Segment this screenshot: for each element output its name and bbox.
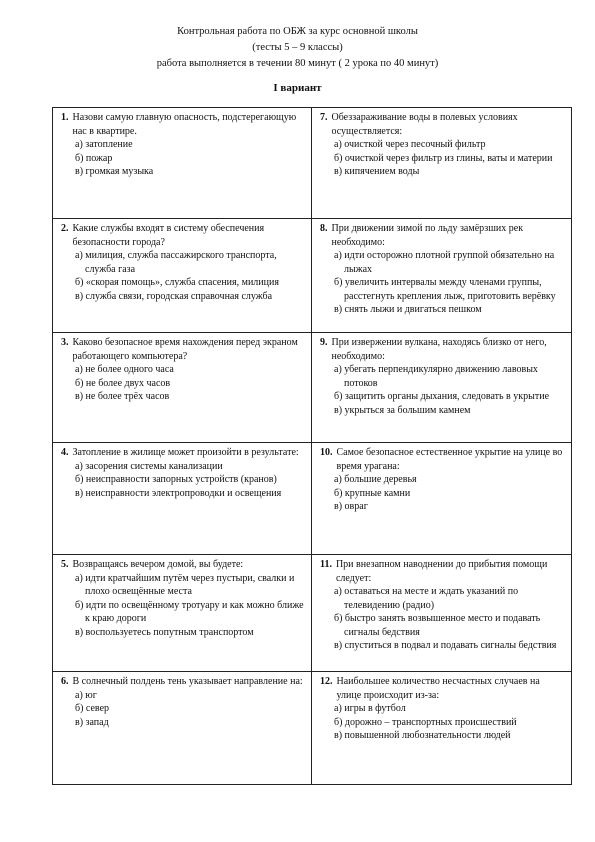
question-text: Наибольшее количество несчастных случаев на улице происходит из-за: — [336, 676, 540, 701]
question-number: 2. — [61, 223, 69, 234]
answer-option — [61, 716, 305, 730]
answer-option — [61, 460, 305, 474]
answer-option — [61, 572, 305, 599]
answer-option-text: в) спуститься в подвал и подавать сигналы бедствия — [334, 640, 557, 651]
answer-option — [61, 390, 305, 404]
answer-option-text: б) неисправности запорных устройств (кранов) — [75, 474, 277, 485]
question-row — [53, 555, 572, 672]
question-text: Возвращаясь вечером домой, вы будете: — [72, 559, 244, 570]
answer-option-text: а) идти кратчайшим путём через пустыри, свалки и плохо освещённые места — [75, 572, 295, 597]
question-heading — [320, 336, 565, 363]
answer-option — [61, 689, 305, 703]
question-heading — [61, 446, 305, 460]
question-text: Каково безопасное время нахождения перед экраном работающего компьютера? — [72, 337, 298, 362]
question-heading — [61, 675, 305, 689]
question-heading — [61, 336, 305, 363]
answer-option-text: в) не более трёх часов — [75, 391, 170, 402]
question-cell — [312, 219, 572, 333]
answer-option — [61, 702, 305, 716]
answer-option — [61, 290, 305, 304]
answer-option — [320, 152, 565, 166]
question-cell — [312, 555, 572, 672]
answer-option-text: б) не более двух часов — [75, 377, 171, 389]
answer-option-text: а) милиция, служба пассажирского транспорта, служба газа — [75, 250, 277, 275]
question-cell — [53, 555, 312, 672]
answer-option-text: а) затопление — [75, 139, 133, 150]
answer-option — [61, 377, 305, 391]
answer-option-text: а) убегать перпендикулярно движению лавовых потоков — [334, 364, 538, 389]
answer-option — [61, 152, 305, 166]
question-number: 11. — [320, 559, 332, 570]
answer-option — [320, 404, 565, 418]
answer-option-text: в) служба связи, городская справочная служба — [75, 290, 273, 302]
question-heading — [61, 558, 305, 572]
answer-option-text: в) укрыться за большим камнем — [334, 404, 471, 416]
question-text: В солнечный полдень тень указывает направление на: — [72, 676, 303, 687]
answer-option — [320, 639, 565, 653]
question-row — [53, 443, 572, 555]
answer-option-text: в) запад — [75, 716, 109, 728]
variant-title: I вариант — [273, 82, 322, 94]
answer-option-text: а) не более одного часа — [75, 364, 174, 375]
question-number: 7. — [320, 112, 328, 123]
answer-option — [320, 276, 565, 303]
question-number: 8. — [320, 223, 328, 234]
answer-option — [320, 390, 565, 404]
question-heading — [61, 222, 305, 249]
page-header — [0, 24, 595, 72]
answer-option-text: б) быстро занять возвышенное место и подавать сигналы бедствия — [334, 613, 541, 638]
answer-option-text: а) идти осторожно плотной группой обязательно на лыжах — [334, 250, 555, 275]
question-row — [53, 333, 572, 443]
question-number: 5. — [61, 559, 69, 570]
question-heading — [320, 558, 565, 585]
question-heading — [61, 111, 305, 138]
answer-option-text: а) засорения системы канализации — [75, 460, 223, 472]
answer-option-text: а) очисткой через песочный фильтр — [334, 139, 486, 150]
question-text: Обеззараживание воды в полевых условиях осуществляется: — [331, 112, 518, 137]
answer-option — [320, 612, 565, 639]
question-text: Затопление в жилище может произойти в результате: — [72, 447, 299, 458]
question-cell — [312, 108, 572, 219]
question-text: При внезапном наводнении до прибытия помощи следует: — [335, 559, 548, 584]
answer-option — [320, 363, 565, 390]
answer-option-text: в) кипячением воды — [334, 166, 420, 177]
question-text: Какие службы входят в систему обеспечения безопасности города? — [72, 223, 265, 248]
question-row — [53, 672, 572, 785]
question-row — [53, 108, 572, 219]
question-heading — [320, 111, 565, 138]
questions-table — [52, 107, 572, 785]
question-cell — [53, 443, 312, 555]
answer-option — [320, 303, 565, 317]
answer-option — [320, 585, 565, 612]
question-text: Самое безопасное естественное укрытие на улице во время урагана: — [336, 447, 563, 472]
answer-option — [61, 249, 305, 276]
answer-option-text: в) повышенной любознательности людей — [334, 730, 511, 741]
question-number: 4. — [61, 447, 69, 458]
answer-option-text: б) дорожно – транспортных происшествий — [334, 716, 517, 728]
answer-option — [320, 249, 565, 276]
answer-option-text: а) оставаться на месте и ждать указаний по телевидению (радио) — [334, 586, 519, 611]
question-number: 10. — [320, 447, 333, 458]
answer-option-text: б) пожар — [75, 152, 113, 164]
answer-option-text: б) идти по освещённому тротуару и как можно ближе к краю дороги — [75, 599, 304, 624]
answer-option-text: а) юг — [75, 689, 97, 701]
answer-option-text: а) игры в футбол — [334, 703, 406, 714]
answer-option-text: в) громкая музыка — [75, 166, 154, 177]
answer-option — [61, 626, 305, 640]
questions-table-body — [53, 108, 572, 785]
answer-option — [61, 276, 305, 290]
answer-option-text: в) овраг — [334, 501, 368, 512]
answer-option — [320, 138, 565, 152]
question-heading — [320, 675, 565, 702]
answer-option-text: а) большие деревья — [334, 474, 417, 485]
question-cell — [53, 108, 312, 219]
answer-option-text: в) воспользуетесь попутным транспортом — [75, 626, 254, 638]
answer-option — [61, 363, 305, 377]
answer-option — [61, 165, 305, 179]
question-row — [53, 219, 572, 333]
answer-option — [61, 473, 305, 487]
answer-option — [320, 702, 565, 716]
question-text: Назови самую главную опасность, подстерегающую нас в квартире. — [72, 112, 297, 137]
answer-option — [320, 165, 565, 179]
answer-option — [320, 716, 565, 730]
answer-option-text: в) снять лыжи и двигаться пешком — [334, 304, 482, 315]
answer-option — [320, 473, 565, 487]
question-number: 9. — [320, 337, 328, 348]
answer-option — [61, 487, 305, 501]
question-number: 1. — [61, 112, 69, 123]
answer-option — [61, 599, 305, 626]
question-text: При извержении вулкана, находясь близко от него, необходимо: — [331, 337, 547, 362]
answer-option — [320, 487, 565, 501]
question-cell — [312, 333, 572, 443]
answer-option-text: б) защитить органы дыхания, следовать в укрытие — [334, 391, 550, 402]
question-cell — [53, 219, 312, 333]
question-text: При движении зимой по льду замёрзших рек необходимо: — [331, 223, 524, 248]
question-number: 3. — [61, 337, 69, 348]
header-subtitle: (тесты 5 – 9 классы) — [252, 42, 343, 53]
answer-option — [320, 500, 565, 514]
answer-option-text: б) крупные камни — [334, 487, 411, 499]
header-title: Контрольная работа по ОБЖ за курс основной школы — [177, 26, 418, 37]
answer-option-text: в) неисправности электропроводки и освещения — [75, 487, 282, 499]
header-duration: работа выполняется в течении 80 минут ( 2 урока по 40 минут) — [156, 58, 439, 69]
answer-option-text: б) увеличить интервалы между членами группы, расстегнуть крепления лыж, приготовить верёвку — [334, 277, 556, 302]
answer-option — [320, 729, 565, 743]
question-cell — [53, 672, 312, 785]
question-cell — [312, 443, 572, 555]
question-cell — [312, 672, 572, 785]
question-heading — [320, 446, 565, 473]
question-heading — [320, 222, 565, 249]
answer-option-text: б) очисткой через фильтр из глины, ваты и материи — [334, 152, 553, 164]
answer-option-text: б) север — [75, 703, 110, 714]
answer-option — [61, 138, 305, 152]
answer-option-text: б) «скорая помощь», служба спасения, милиция — [75, 277, 279, 288]
question-cell — [53, 333, 312, 443]
question-number: 6. — [61, 676, 69, 687]
question-number: 12. — [320, 676, 333, 687]
